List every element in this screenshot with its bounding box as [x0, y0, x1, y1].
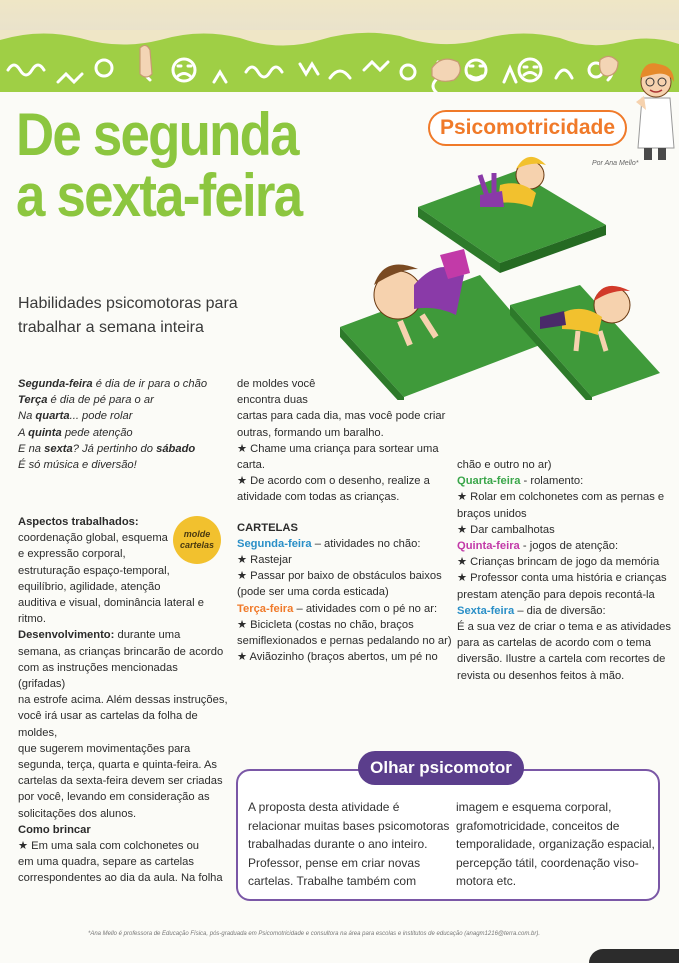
aspects-heading: Aspectos trabalhados:	[18, 516, 139, 528]
col2-line: atividade com todas as crianças.	[237, 491, 400, 504]
info-line: temporalidade, organização espacial,	[456, 837, 655, 851]
cards-heading: CARTELAS	[237, 521, 298, 534]
wednesday-item: ★ Dar cambalhotas	[457, 523, 555, 536]
column-1	[18, 514, 228, 887]
info-box-left	[248, 798, 453, 891]
poem-line-5: E na sexta? Já pertinho do sábado	[18, 442, 196, 455]
col2-line: ★ Chame uma criança para sortear uma	[237, 442, 439, 455]
howto-line: correspondentes ao dia da aula. Na folha	[18, 872, 223, 885]
poem-line-6: É só música e diversão!	[18, 459, 137, 472]
thursday-item: prestam atenção para depois recontá-la	[457, 588, 655, 601]
info-box-title: Olhar psicomotor	[358, 751, 524, 785]
column-3	[457, 457, 672, 684]
poem-stanza	[18, 376, 228, 473]
aspects-line: e expressão corporal,	[18, 548, 126, 561]
col2-line: de moldes você	[237, 378, 316, 390]
poem-line-2: Terça é dia de pé para o ar	[18, 394, 154, 407]
top-strip	[0, 0, 679, 34]
aspects-line: equilíbrio, agilidade, atenção	[18, 580, 161, 593]
development-line: solicitações dos alunos.	[18, 807, 137, 820]
thursday-heading: Quinta-feira - jogos de atenção:	[457, 540, 619, 553]
page-corner	[589, 949, 679, 963]
friday-item: É a sua vez de criar o tema e as atividades	[457, 621, 671, 634]
page-subtitle	[18, 292, 318, 340]
development-line: por você, levando em consideração as	[18, 791, 210, 804]
info-line: percepção tátil, coordenação viso-	[456, 855, 639, 870]
author-byline: Por Ana Mello*	[592, 160, 639, 167]
development-line: com as instruções mencionadas (grifadas)	[18, 661, 178, 691]
wednesday-item: braços unidos	[457, 507, 527, 520]
tuesday-item: ★ Aviãozinho (braços abertos, um pé no	[237, 651, 438, 664]
tuesday-heading: Terça-feira – atividades com o pé no ar:	[237, 602, 438, 615]
info-line: relacionar muitas bases psicomotoras	[248, 818, 450, 833]
section-label: Psicomotricidade	[428, 110, 627, 146]
col2-line: ★ De acordo com o desenho, realize a	[237, 475, 430, 488]
thursday-item: ★ Professor conta uma história e crianças	[457, 572, 667, 585]
col2-line: carta.	[237, 459, 265, 472]
col3-line: chão e outro no ar)	[457, 459, 552, 471]
decorative-banner	[0, 30, 679, 92]
poem-line-1: Segunda-feira é dia de ir para o chão	[18, 378, 208, 390]
monday-item: (pode ser uma corda esticada)	[237, 586, 389, 599]
monday-item: ★ Passar por baixo de obstáculos baixos	[237, 570, 442, 583]
development-intro: Desenvolvimento: durante uma	[18, 629, 181, 642]
column-2	[237, 376, 455, 665]
thursday-item: ★ Crianças brincam de jogo da memória	[457, 556, 660, 569]
tuesday-item: ★ Bicicleta (costas no chão, braços	[237, 618, 414, 631]
templates-badge: molde cartelas	[173, 516, 221, 564]
col2-line: encontra duas	[237, 394, 308, 407]
page-title	[16, 101, 315, 229]
info-line: imagem e esquema corporal,	[456, 800, 612, 814]
info-line: trabalhadas durante o ano inteiro.	[248, 837, 428, 851]
col2-line: cartas para cada dia, mas você pode criar	[237, 410, 446, 423]
poem-line-3: Na quarta... pode rolar	[18, 410, 133, 423]
development-line: você irá usar as cartelas da folha de moldes,	[18, 710, 198, 739]
aspects-line: coordenação global, esquema	[18, 532, 168, 545]
monday-item: ★ Rastejar	[237, 554, 292, 567]
tuesday-item: semiflexionados e pernas pedalando no ar)	[237, 635, 452, 648]
wednesday-heading: Quarta-feira - rolamento:	[457, 475, 584, 488]
development-line: que sugerem movimentações para	[18, 742, 191, 755]
info-line: grafomotricidade, conceitos de	[456, 818, 620, 833]
poem-line-4: A quinta pede atenção	[18, 426, 133, 439]
col2-line: outras, formando um baralho.	[237, 426, 384, 439]
title-line-2: a sexta-feira	[16, 162, 302, 229]
info-line: motora etc.	[456, 874, 517, 888]
info-line: A proposta desta atividade é	[248, 800, 400, 814]
monday-heading: Segunda-feira – atividades no chão:	[237, 537, 421, 550]
info-box-right	[456, 798, 656, 891]
subtitle-line-2: trabalhar a semana inteira	[18, 319, 204, 336]
howto-line: em uma quadra, separe as cartelas	[18, 856, 194, 869]
title-line-1: De segunda	[16, 101, 298, 168]
development-line: na estrofe acima. Além dessas instruções,	[18, 694, 228, 707]
children-on-mats-illustration	[330, 145, 660, 400]
aspects-line: estruturação espaço-temporal,	[18, 564, 170, 577]
author-footnote: *Ana Mello é professora de Educação Física, pós-graduada em Psicomotricidade e consultora na área para escolas e institutos de educação (anagm1216@terra.com.br).	[88, 931, 541, 937]
friday-item: para as cartelas de acordo com o tema	[457, 637, 652, 650]
info-line: Professor, pense em criar novas	[248, 855, 421, 870]
howto-line: ★ Em uma sala com colchonetes ou	[18, 840, 200, 853]
info-line: cartelas. Trabalhe também com	[248, 874, 417, 888]
development-line: cartelas da sexta-feira devem ser criadas	[18, 775, 223, 788]
squiggle-pattern-icon	[0, 30, 679, 92]
aspects-line: auditiva e visual, dominância lateral e ritmo.	[18, 597, 204, 626]
subtitle-line-1: Habilidades psicomotoras para	[18, 295, 238, 312]
wednesday-item: ★ Rolar em colchonetes com as pernas e	[457, 491, 665, 504]
friday-heading: Sexta-feira – dia de diversão:	[457, 604, 606, 617]
friday-item: diversão. Ilustre a cartela com recortes de	[457, 653, 666, 666]
friday-item: revista ou desenhos feitos à mão.	[457, 669, 625, 682]
development-line: segunda, terça, quarta e quinta-feira. As	[18, 759, 218, 772]
development-line: semana, as crianças brincarão de acordo	[18, 645, 224, 658]
howto-heading: Como brincar	[18, 823, 91, 836]
